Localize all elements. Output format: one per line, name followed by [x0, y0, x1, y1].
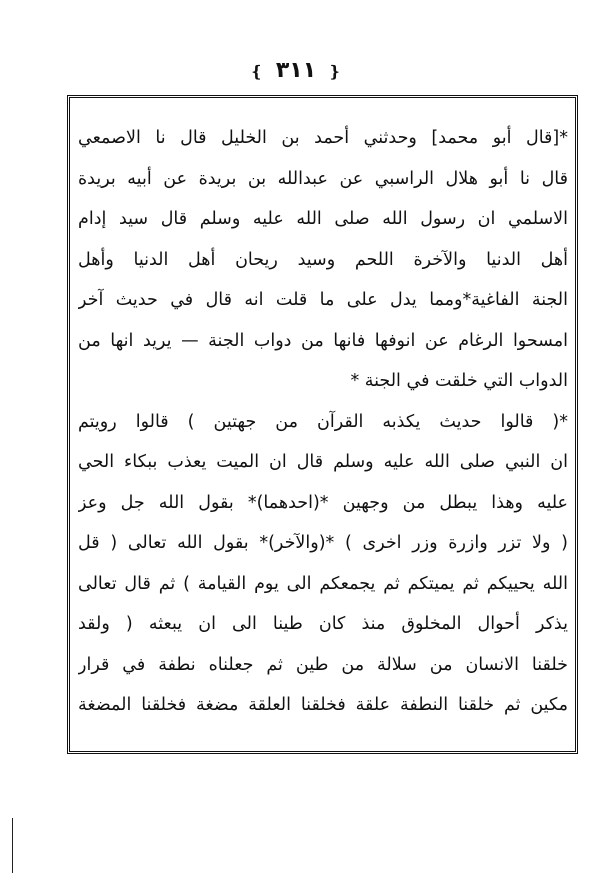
text-line: *( قالوا حديث يكذبه القرآن من جهتين ) قالوا رويتم [78, 411, 568, 432]
text-line: امسحوا الرغام عن انوفها فانها من دواب الجنة — يريد انها من [78, 330, 568, 351]
page-number-text: ٣١١ [275, 58, 317, 83]
text-line: أهل الدنيا والآخرة اللحم وسيد ريحان أهل الدنيا وأهل [78, 249, 568, 270]
ornament-right-icon: ❵ [327, 61, 343, 81]
text-line: الاسلمي ان رسول الله صلى الله عليه وسلم قال سيد إدام [78, 209, 568, 229]
text-line: عليه وهذا يبطل من وجهين *(احدهما)* بقول الله جل وعز [78, 492, 568, 513]
text-line: *[قال أبو محمد] وحدثني أحمد بن الخليل قال نا الاصمعي [78, 128, 568, 148]
text-line: الجنة الفاغية*ومما يدل على ما قلت انه قال في حديث آخر [78, 290, 568, 310]
margin-mark [12, 818, 13, 873]
text-line: مكين ثم خلقنا النطفة علقة فخلقنا العلقة مضغة فخلقنا المضغة [78, 695, 568, 715]
text-line: قال نا أبو هلال الراسبي عن عبدالله بن بريدة عن أبيه بريدة [78, 168, 568, 189]
text-line: ان النبي صلى الله عليه وسلم قال ان الميت يعذب ببكاء الحي [78, 452, 568, 472]
text-line: خلقنا الانسان من سلالة من طين ثم جعلناه نطفة في قرار [78, 654, 568, 675]
page-number [0, 58, 592, 83]
body-text [78, 118, 568, 726]
text-line: يذكر أحوال المخلوق منذ كان طينا الى ان يبعثه ( ولقد [78, 614, 568, 634]
ornament-left-icon: ❴ [249, 61, 265, 81]
text-line: الله يحييكم ثم يميتكم ثم يجمعكم الى يوم القيامة ) ثم قال تعالى [78, 573, 568, 594]
text-line: ( ولا تزر وازرة وزر اخرى ) *(والآخر)* بقول الله تعالى ( قل [78, 533, 568, 553]
text-line: الدواب التي خلقت في الجنة * [350, 371, 568, 391]
